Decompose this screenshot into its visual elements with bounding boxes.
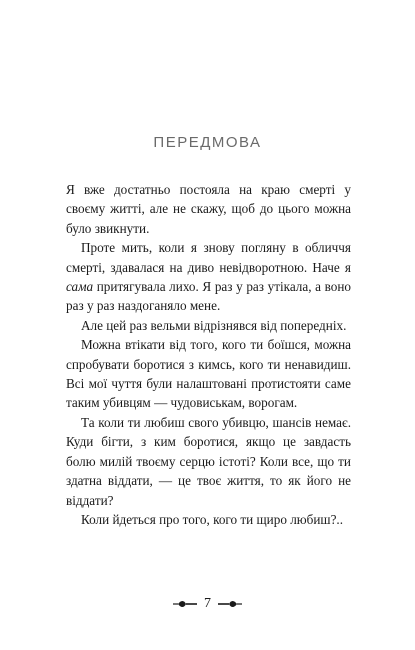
paragraph-5 xyxy=(66,413,351,510)
paragraph-2-text: Проте мить, коли я знову погляну в обличчя смерті, здавалася на диво невідворотною. Наче я xyxy=(66,240,351,275)
page-folio xyxy=(0,596,415,612)
left-ornament-icon xyxy=(172,599,198,609)
paragraph-1 xyxy=(66,180,351,238)
paragraph-6 xyxy=(66,510,351,529)
paragraph-3-text: Але цей раз вельми відрізнявся від попередніх. xyxy=(81,317,347,333)
right-ornament-icon xyxy=(217,599,243,609)
paragraph-4 xyxy=(66,335,351,413)
chapter-heading: ПЕРЕДМОВА xyxy=(153,134,262,151)
paragraph-5-text: Та коли ти любиш свого убивцю, шансів немає. Куди бігти, з ким боротися, якщо це завдасть болю милій твоєму серцю істоті? Коли все, що ти здатна віддати, — це твоє життя, то як його не віддати? xyxy=(66,414,351,508)
paragraph-3 xyxy=(66,316,351,335)
paragraph-2 xyxy=(66,238,351,316)
paragraph-2-tail: притягувала лихо. Я раз у раз утікала, а воно раз у раз наздоганяло мене. xyxy=(66,279,351,314)
body-text xyxy=(66,180,351,529)
paragraph-1-text: Я вже достатньо постояла на краю смерті у своєму житті, але не скажу, щоб до цього можна було звикнути. xyxy=(66,182,351,236)
paragraph-6-text: Коли йдеться про того, кого ти щиро любиш?.. xyxy=(81,511,344,527)
page-number: 7 xyxy=(204,596,211,611)
paragraph-2-emphasis: сама xyxy=(66,279,94,295)
paragraph-4-text: Можна втікати від того, кого ти боїшся, можна спробувати боротися з кимсь, кого ти ненавидиш. Всі мої чуття були налаштовані протистояти саме таким убивцям — чудовиськам, ворогам. xyxy=(66,337,351,411)
